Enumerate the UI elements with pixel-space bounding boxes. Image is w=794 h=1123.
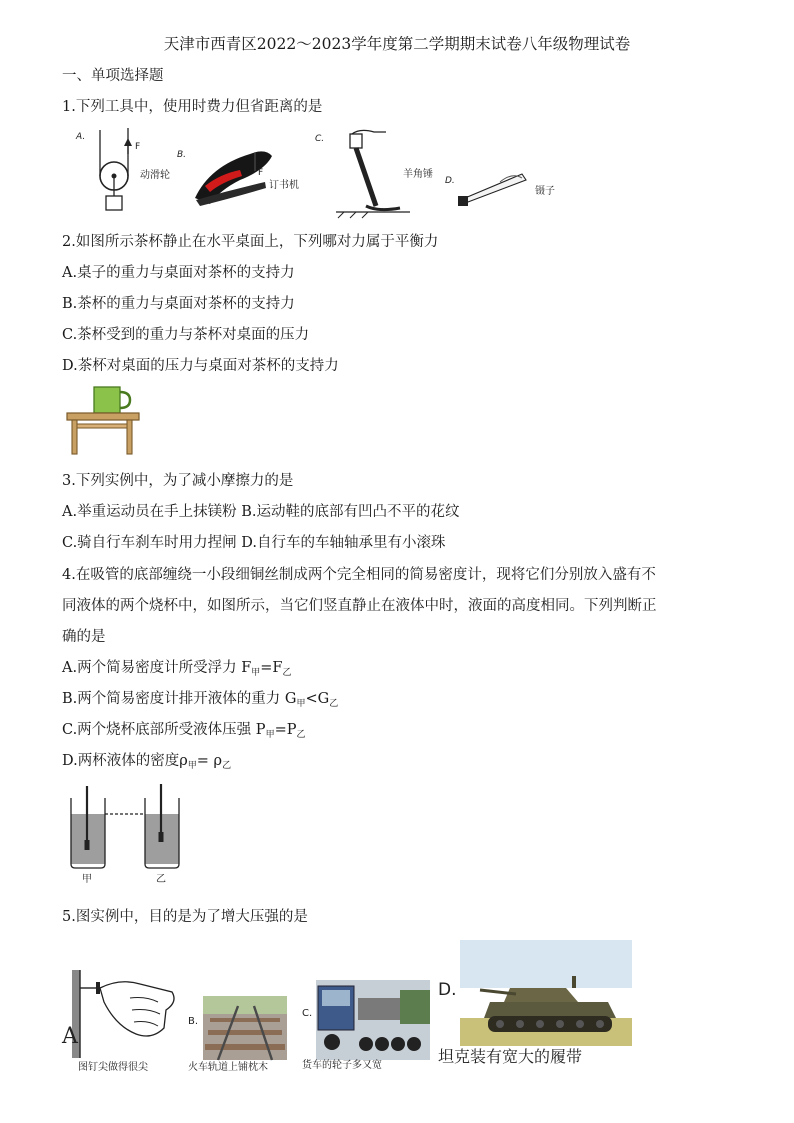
caption-truck: 货车的轮子多又宽 (302, 1060, 382, 1071)
caption-railway: 火车轨道上铺枕木 (188, 1062, 268, 1073)
question-2-figure (64, 384, 144, 456)
question-5-figure (60, 936, 640, 1076)
q2-option-c: C.茶杯受到的重力与茶杯对桌面的压力 (62, 327, 310, 343)
label-b: B. (177, 150, 187, 160)
label-a: A (62, 1024, 78, 1049)
force-label-b: F (258, 168, 264, 178)
label-d: D. (445, 176, 455, 186)
railway-track-drawing (203, 996, 287, 1060)
claw-hammer-drawing (336, 130, 410, 218)
q4-option-d: D.两杯液体的密度$\rho_甲= \rho_乙$ (62, 753, 232, 771)
caption-claw-hammer: 羊角锤 (403, 169, 433, 180)
q4-option-a: A.两个简易密度计所受浮力 $F_甲=F_乙$ (62, 660, 292, 678)
force-label-a: F (135, 142, 141, 152)
cup-on-table-illustration (64, 384, 144, 456)
label-b: B. (188, 1016, 199, 1027)
question-4-stem-line-2: 同液体的两个烧杯中，如图所示，当它们竖直静止在液体中时，液面的高度相同。下列判断正 (62, 598, 657, 614)
question-4-figure (62, 782, 182, 888)
caption-thumbtack: 图钉尖做得很尖 (78, 1062, 148, 1073)
density-meter-beakers-illustration (62, 782, 182, 870)
movable-pulley-drawing (100, 128, 132, 210)
label-c: C. (315, 134, 325, 144)
stapler-drawing (195, 151, 272, 206)
question-4-stem-line-1: 4.在吸管的底部缠绕一小段细铜丝制成两个完全相同的简易密度计，现将它们分别放入盛有不 (62, 567, 656, 583)
question-5-stem: 5.图实例中，目的是为了增大压强的是 (62, 909, 308, 925)
page-title: 天津市西青区2022～2023学年度第二学期期末试卷八年级物理试卷 (163, 35, 631, 53)
label-d: D. (438, 980, 457, 1000)
beaker-label-yi: 乙 (156, 874, 166, 885)
question-1-stem: 1.下列工具中，使用时费力但省距离的是 (62, 99, 323, 115)
tweezers-drawing (458, 174, 526, 206)
q2-option-b: B.茶杯的重力与桌面对茶杯的支持力 (62, 296, 295, 312)
question-4-stem-line-3: 确的是 (62, 629, 106, 645)
q3-options-ab: A.举重运动员在手上抹镁粉 B.运动鞋的底部有凹凸不平的花纹 (62, 504, 460, 520)
thumbtack-press-drawing (72, 970, 174, 1058)
truck-drawing (316, 980, 430, 1060)
question-3-stem: 3.下列实例中，为了减小摩擦力的是 (62, 473, 294, 489)
beaker-label-jia: 甲 (82, 874, 92, 885)
section-heading: 一、单项选择题 (62, 68, 164, 84)
caption-movable-pulley: 动滑轮 (140, 170, 170, 181)
q2-option-d: D.茶杯对桌面的压力与桌面对茶杯的支持力 (62, 358, 339, 374)
q4-option-b: B.两个简易密度计排开液体的重力 $G_甲<G_乙$ (62, 691, 339, 709)
label-c: C. (302, 1008, 313, 1019)
q3-options-cd: C.骑自行车刹车时用力捏闸 D.自行车的车轴轴承里有小滚珠 (62, 535, 446, 551)
question-2-stem: 2.如图所示茶杯静止在水平桌面上，下列哪对力属于平衡力 (62, 234, 439, 250)
q2-option-a: A.桌子的重力与桌面对茶杯的支持力 (62, 265, 295, 281)
caption-tank: 坦克装有宽大的履带 (438, 1047, 583, 1066)
tools-illustration (60, 126, 560, 222)
label-a: A. (76, 132, 86, 142)
caption-stapler: 订书机 (269, 180, 299, 191)
caption-tweezers: 镊子 (535, 186, 555, 197)
question-1-figure (60, 126, 560, 222)
q4-option-c: C.两个烧杯底部所受液体压强 $P_甲=P_乙$ (62, 722, 306, 740)
